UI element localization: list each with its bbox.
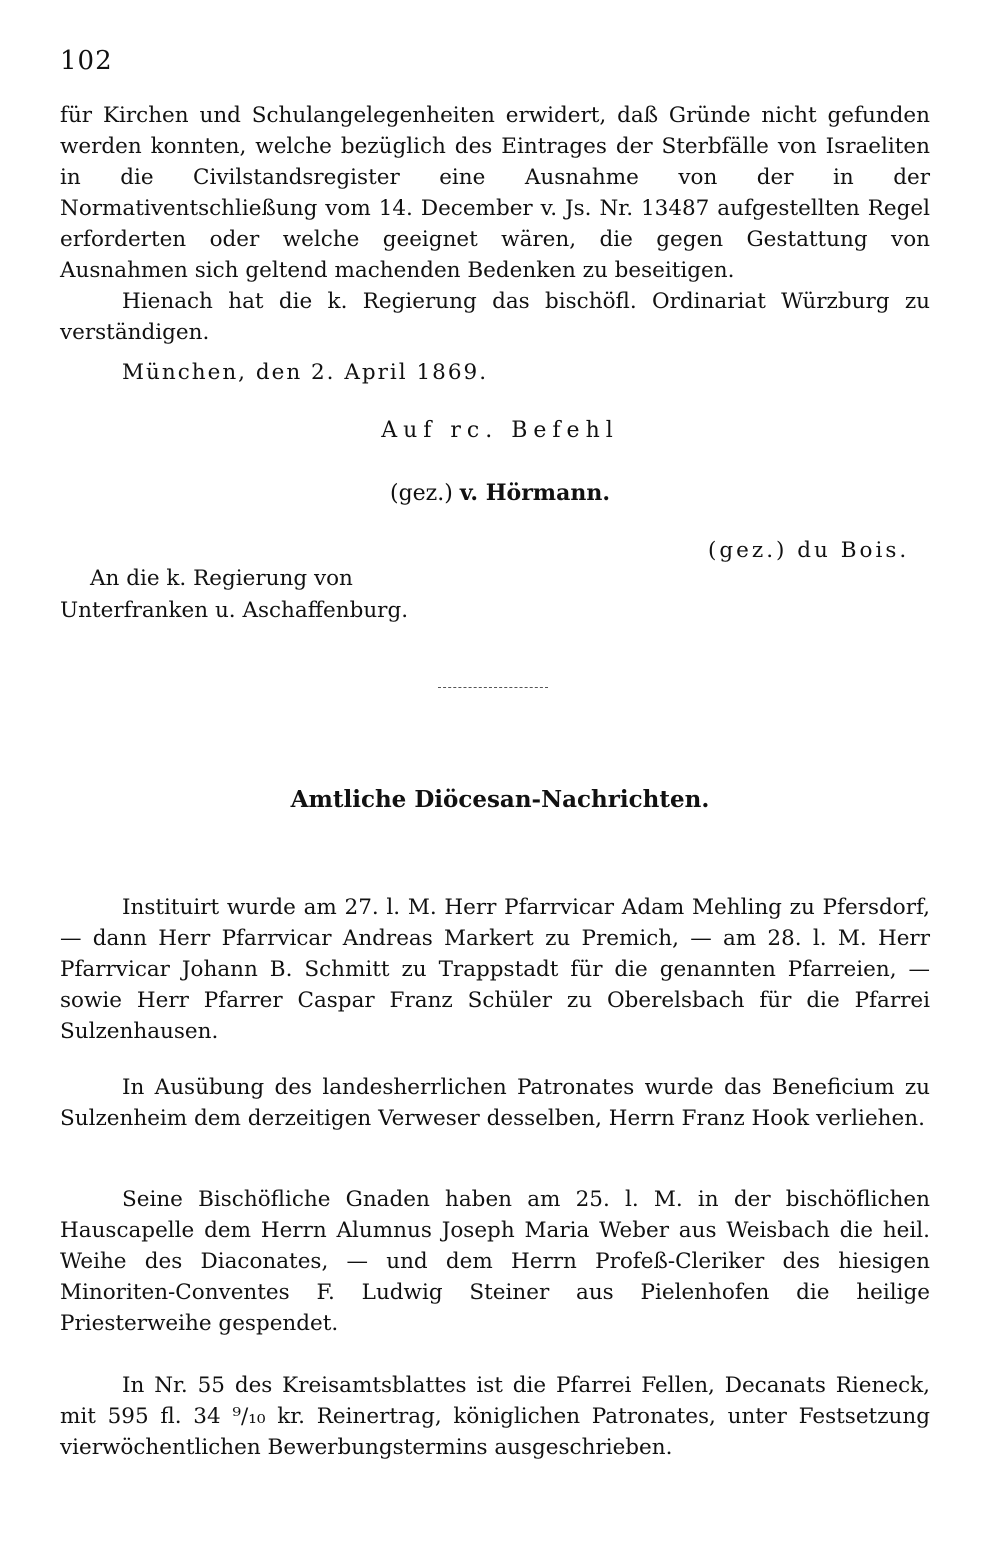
command-line: Auf rc. Befehl bbox=[381, 418, 619, 443]
instruction-paragraph: Hienach hat die k. Regierung das bischöfl. Ordinariat Würzburg zu verständigen. bbox=[60, 289, 930, 345]
news-paragraph-1: Instituirt wurde am 27. l. M. Herr Pfarrvicar Adam Mehling zu Pfersdorf, — dann Herr Pfarrvicar Andreas Markert zu Premich, — am 28. l. M. Herr Pfarrvicar Johann B. Schmitt zu Trappstadt für die genannten Pfarreien, — sowie Herr Pfarrer Caspar Franz Schüler zu Oberelsbach für die Pfarrei Sulzenhausen. bbox=[60, 895, 930, 1044]
addressee-line-2: Unterfranken u. Aschaffenburg. bbox=[60, 598, 409, 623]
news-paragraph-3: Seine Bischöfliche Gnaden haben am 25. l. M. in der bischöflichen Hauscapelle dem Herrn Alumnus Joseph Maria Weber aus Weisbach die heil. Weihe des Diaconates, — und dem Herrn Profeß-Cleriker des hiesigen Minoriten-Conventes F. Ludwig Steiner aus Pielenhofen die heilige Priesterweihe gespendet. bbox=[60, 1187, 930, 1336]
signature-prefix: (gez.) bbox=[390, 481, 453, 506]
intro-paragraph: für Kirchen und Schulangelegenheiten erwidert, daß Gründe nicht gefunden werden konnten, welche bezüglich des Eintrages der Sterbfälle von Israeliten in die Civilstandsregister eine Ausnahme von der in der Normativentschließung vom 14. December v. Js. Nr. 13487 aufgestellten Regel erforderten oder welche geeignet wären, die gegen Gestattung von Ausnahmen sich geltend machenden Bedenken zu beseitigen. bbox=[60, 103, 930, 283]
secondary-signature: (gez.) du Bois. bbox=[708, 538, 910, 563]
main-signature bbox=[0, 480, 1000, 506]
news-paragraph-2: In Ausübung des landesherrlichen Patronates wurde das Beneficium zu Sulzenheim dem derzeitigen Verweser desselben, Herrn Franz Hook verliehen. bbox=[60, 1075, 930, 1131]
news-paragraph-4: In Nr. 55 des Kreisamtsblattes ist die Pfarrei Fellen, Decanats Rieneck, mit 595 fl. 34 ⁹/₁₀ kr. Reinertrag, königlichen Patronates, unter Festsetzung vierwöchentlichen Bewerbungstermins ausgeschrieben. bbox=[60, 1373, 930, 1460]
place-date: München, den 2. April 1869. bbox=[122, 360, 489, 385]
addressee-line-1: An die k. Regierung von bbox=[90, 566, 353, 591]
page-number: 102 bbox=[60, 46, 113, 76]
separator-rule bbox=[438, 687, 548, 688]
section-heading: Amtliche Diöcesan-Nachrichten. bbox=[290, 786, 710, 813]
signature-name: v. Hörmann. bbox=[459, 480, 610, 506]
